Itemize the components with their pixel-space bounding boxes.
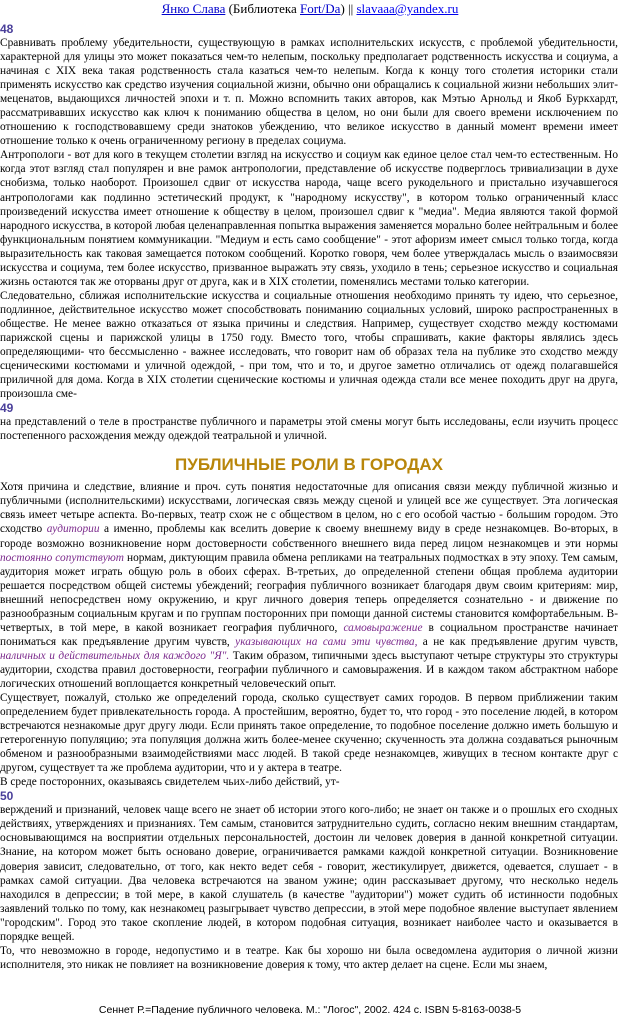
page-number-48: 48 bbox=[0, 22, 14, 36]
p5-emphasis-actual: наличных и действительных для каждого "Я". bbox=[0, 649, 230, 662]
email-link[interactable]: slavaaa@yandex.ru bbox=[356, 1, 459, 16]
paragraph-6: Существует, пожалуй, столько же определений города, сколько существует самих городов. В первом приближении таким определением будет привлекательность города. А простейшим, вероятно, будет то, что город - это поселение людей, в котором встречаются незнакомые друг другу люди. Если принять такое определение, то подобное поселение должно иметь большую и гетерогенную популяцию; эта популяция должна жить более-менее скученно; скученность эта должна создаваться рыночным обменом и разнообразными взаимодействиями масс людей. В такой среде незнакомцев, живущих в тесном контакте друг с другом, существует та же проблема аудитории, что и у актера в театре. bbox=[0, 692, 618, 775]
p5-text-d: в социальном пространстве начинает пониматься как предъявление другим чувств, bbox=[0, 621, 619, 648]
paragraph-2: Антропологи - вот для кого в текущем столетии взгляд на искусство и социум как единое целое стал чем-то естественным. Но когда этот взгляд стал популярен и вне рамок антропологии, представление об искусстве подверглось тривиализации в духе снобизма, только наоборот. Произошел сдвиг от искусства народа, чаще всего рукодельного и пристально изучавшегося антропологами как подлинно эстетический продукт, к "народному искусству", в котором только ограниченный класс произведений искусства имеет отношение к обществу в целом, произошел сдвиг к "медиа". Медиа являются такой формой народного искусства, в которой любая целенаправленная попытка выражения заменяется морально более нейтральным и более функциональным понятием коммуникации. "Медиум и есть само сообщение" - этот афоризм имеет смысл только тогда, когда выразительность как таковая замещается потоком сообщений. Коротко говоря, чем более утверждалась мысль о взаимосвязи искусства и социума, тем более искусство, призванное выражать эту связь, уходило в тень; серьезное искусство и социальная жизнь остаются так же оторваны друг от друга, как и в XIX столетии, поменялись местами только категории. bbox=[0, 149, 618, 288]
p5-text-a: Хотя причина и следствие, влияние и проч. суть понятия недостаточные для описания связи между публичной жизнью и публичными (исполнительскими) искусствами, логическая связь между сценой и улицей все же существует. Эта логическая связь имеет четыре аспекта. Во-первых, театр схож не с обществом в целом, но с его особой частью - большим городом. Это сходство bbox=[0, 481, 618, 536]
p5-emphasis-audience: аудитории bbox=[46, 523, 100, 536]
library-text: (Библиотека bbox=[228, 1, 300, 16]
book-text bbox=[0, 22, 618, 972]
paragraph-3: Следовательно, сближая исполнительские искусства и социальные отношения необходимо принять ту идею, что серьезное, подлинное, действительное искусство может способствовать пониманию социальных условий, широко распространенных в обществе. Не менее важно отказаться от языка причины и следствия. Например, существует сходство между костюмами парижской сцены и парижской улицы в 1750 году. Вместо того, чтобы спрашивать, какие факторы являлись здесь определяющими- что бессмысленно - важнее исследовать, что говорит нам об образах тела на публике это сходство между сценическими костюмами и уличной одеждой, - при том, что и то, и другое заметно отличались от одежд полагавшейся приличной для дома. Когда в XIX столетии сценические костюмы и уличная одежда стали все менее походить друг на друга, произошла сме- bbox=[0, 289, 618, 401]
library-close-text: ) || bbox=[340, 1, 357, 16]
page-number-49: 49 bbox=[0, 401, 14, 416]
author-link[interactable]: Янко Слава bbox=[161, 1, 226, 16]
paragraph-4: на представлений о теле в пространстве публичного и параметры этой смены могут быть исследованы, если изучить процесс постепенного расхождения между одеждой театральной и уличной. bbox=[0, 416, 618, 443]
p5-emphasis-accompany: постоянно сопутствуют bbox=[0, 551, 124, 564]
fortda-link[interactable]: Fort/Da bbox=[300, 1, 341, 16]
paragraph-9: То, что невозможно в городе, недопустимо и в театре. Как бы хорошо ни была осведомлена аудитория о личной жизни исполнителя, это никак не повлияет на возникновение доверия к тому, что актер делает на сцене. Если мы знаем, bbox=[0, 944, 618, 971]
section-title: ПУБЛИЧНЫЕ РОЛИ В ГОРОДАХ bbox=[175, 455, 443, 475]
paragraph-5 bbox=[0, 480, 618, 691]
p5-text-b: а именно, проблемы как вселить доверие к своему внешнему виду в среде незнакомцев. Во-вторых, в городе возможно возникновение норм достоверности собственного внешнего вида перед лицом незнакомцев и эти нормы bbox=[0, 523, 618, 550]
paragraph-1: Сравнивать проблему убедительности, существующую в рамках исполнительских искусств, с проблемой убедительности, характерной для улицы это может показаться чем-то нелепым, поскольку предполагает родственность искусства и социума, а начиная с XIX века такая родственность стала казаться чем-то нелепым. Когда к концу того столетия историки стали применять искусство как средство изучения социальной жизни, обычно они обращались к социальной жизни небольших элит- меценатов, выдающихся личностей эпохи и т. п. Можно вспомнить таких авторов, как Мэтью Арнольд и Якоб Буркхардт, рассматривавших искусство как ключ к пониманию общества в целом, но они были для своего времени исключением по отношению к господствовавшему среди знатоков убеждению, что великое искусство в данный момент времени имеет отношение только к очень ограниченному региону в пределах социума. bbox=[0, 37, 618, 148]
page-header bbox=[0, 1, 620, 16]
page-number-50: 50 bbox=[0, 789, 14, 804]
paragraph-7: В среде посторонних, оказываясь свидетелем чьих-либо действий, ут- bbox=[0, 776, 340, 789]
p5-emphasis-indicating: указывающих на сами эти чувства, bbox=[235, 635, 418, 648]
p5-text-e: а не как предъявление другим чувств, bbox=[417, 635, 618, 648]
citation-footer: Сеннет Р.=Падение публичного человека. М.: "Логос", 2002. 424 с. ISBN 5-8163-0038-5 bbox=[98, 1004, 522, 1016]
paragraph-8: верждений и признаний, человек чаще всего не знает об истории этого кого-либо; не знает он также и о прошлых его сходных действиях, утверждениях и признаниях. Тем самым, становится затруднительно судить, согласно неким внешним стандартам, основывающимся на восприятии отдельных персональностей, достоин ли человек доверия в данной конкретной ситуации. Знание, на котором может быть основано доверие, ограничивается рамками каждой конкретной ситуации. Возникновение доверия зависит, следовательно, от того, как некто ведет себя - говорит, жестикулирует, движется, одевается, слушает - в рамках самой ситуации. Два человека встречаются на званом ужине; один рассказывает другому, что несколько недель находился в депрессии; в той мере, в какой слушатель (в качестве "аудитории") может судить об истинности подобных заявлений только по тому, как незнакомец разыгрывает чувство депрессии, в этой мере подобное явление выступает явлением "городским". Город это такое скопление людей, в котором подобная ситуация, возникает наиболее часто и оказывается в порядке вещей. bbox=[0, 804, 618, 943]
p5-emphasis-self-expression: самовыражение bbox=[343, 621, 423, 634]
p5-text-c: нормам, диктующим правила обмена репликами на театральных подмостках в эту эпоху. Тем самым, аудитория может играть общую роль в обоих сферах. В-третьих, до определенной степени общая проблема аудитории решается посредством общей системы убеждений; география публичного возникает благодаря двум своим критериям: мир, внешний непосредствен ному окружению, и круг личного доверия теперь определяется сознательно - и движение по разнообразным социальным кругам и по группам посторонних при помощи данной системы становится комфортабельным. В-четвертых, в той мере, в какой возникает география публичного, bbox=[0, 551, 618, 634]
p5-text-f: Таким образом, типичными здесь выступают четыре структуры это структуры аудитории, сходства правил достоверности, географии публичного и самовыражения. И в каждом таком абстрактном наборе логических отношений воплощается конкретный человеческий опыт. bbox=[0, 649, 618, 690]
